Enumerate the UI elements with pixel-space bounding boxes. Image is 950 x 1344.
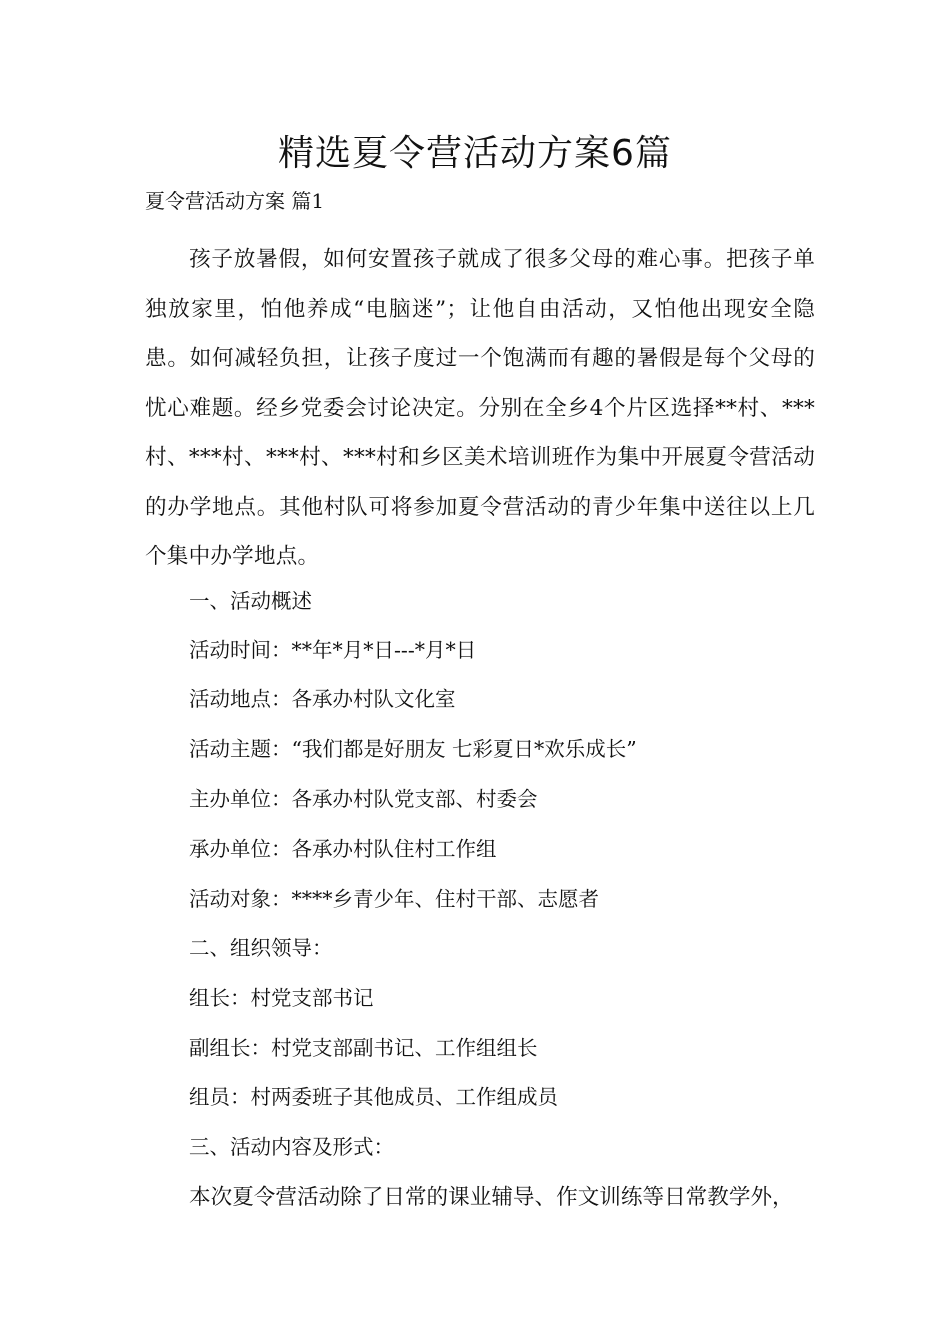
host-unit: 主办单位：各承办村队党支部、村委会 bbox=[189, 787, 538, 811]
heading-organization: 二、组织领导： bbox=[189, 936, 333, 960]
document-title: 精选夏令营活动方案6篇 bbox=[278, 133, 672, 174]
activity-time: 活动时间：**年*月*日---*月*日 bbox=[189, 638, 477, 662]
team-leader: 组长：村党支部书记 bbox=[189, 986, 374, 1010]
intro-paragraph: 孩子放暑假，如何安置孩子就成了很多父母的难心事。把孩子单独放家里，怕他养成“电脑迷”；让他自由活动，又怕他出现安全隐患。如何减轻负担，让孩子度过一个饱满而有趣的暑假是每个父母的忧心难题。经乡党委会讨论决定。分别在全乡4个片区选择**村、***村、***村、***村、***村和乡区美术培训班作为集中开展夏令营活动的办学地点。其他村队可将参加夏令营活动的青少年集中送往以上几个集中办学地点。 bbox=[145, 247, 815, 569]
activity-theme: 活动主题：“我们都是好朋友 七彩夏日*欢乐成长” bbox=[189, 737, 637, 761]
heading-content: 三、活动内容及形式： bbox=[189, 1135, 394, 1159]
deputy-leader: 副组长：村党支部副书记、工作组组长 bbox=[189, 1036, 538, 1060]
organizer-unit: 承办单位：各承办村队住村工作组 bbox=[189, 837, 497, 861]
target-audience: 活动对象：****乡青少年、住村干部、志愿者 bbox=[189, 887, 599, 911]
section-heading: 夏令营活动方案 篇1 bbox=[145, 189, 325, 213]
content-paragraph: 本次夏令营活动除了日常的课业辅导、作文训练等日常教学外， bbox=[189, 1185, 794, 1210]
activity-location: 活动地点：各承办村队文化室 bbox=[189, 687, 456, 711]
heading-overview: 一、活动概述 bbox=[189, 589, 312, 613]
team-members: 组员：村两委班子其他成员、工作组成员 bbox=[189, 1085, 558, 1109]
